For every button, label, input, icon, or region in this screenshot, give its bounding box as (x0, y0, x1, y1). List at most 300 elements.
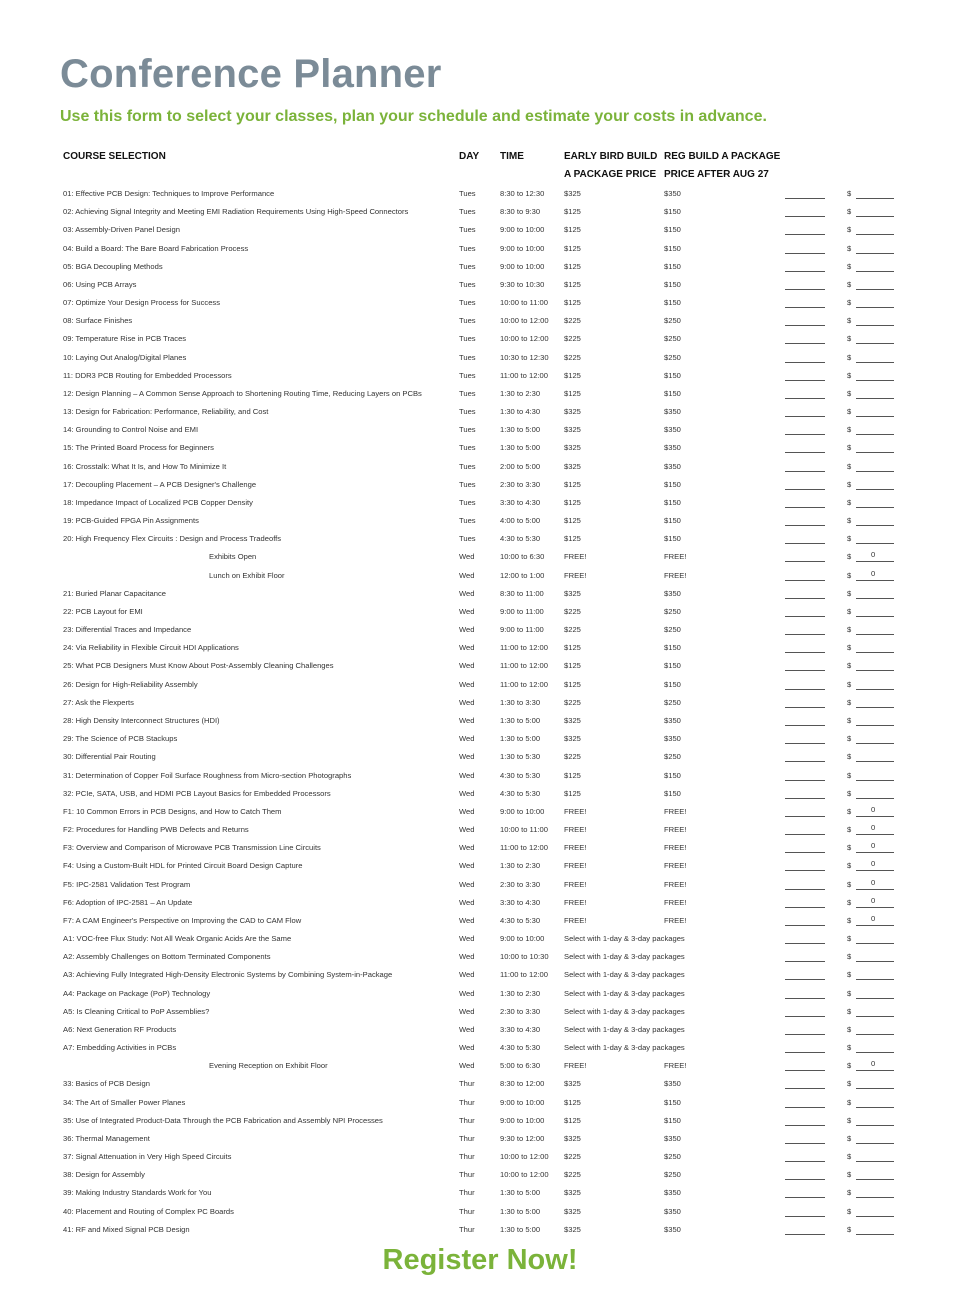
table-row (0, 1039, 960, 1057)
amount-blank[interactable] (856, 380, 894, 381)
amount-blank[interactable] (856, 1234, 894, 1235)
table-row (0, 676, 960, 694)
amount-blank[interactable] (856, 253, 894, 254)
amount-blank[interactable] (856, 398, 894, 399)
header-early-line1: EARLY BIRD BUILD (564, 151, 658, 162)
amount-blank[interactable] (856, 841, 894, 853)
course-day: Tues (459, 352, 476, 362)
amount-blank[interactable] (856, 616, 894, 617)
table-row (0, 1221, 960, 1239)
amount-blank[interactable] (856, 525, 894, 526)
amount-blank[interactable] (856, 1034, 894, 1035)
course-day: Wed (459, 1006, 475, 1016)
course-day: Tues (459, 207, 476, 217)
course-title: 12: Design Planning – A Common Sense Approach to Shortening Routing Time, Reducing Layers on PCBs (63, 388, 422, 398)
course-time: 11:00 to 12:00 (500, 970, 548, 980)
selection-blank[interactable] (785, 253, 825, 254)
dollar-sign: $ (847, 570, 852, 580)
early-bird-price: $325 (564, 1079, 581, 1089)
selection-blank[interactable] (785, 798, 825, 799)
amount-value: 0 (871, 895, 876, 905)
regular-price: $350 (664, 189, 681, 198)
dollar-sign: $ (847, 879, 852, 889)
regular-price: $150 (664, 770, 681, 780)
course-time: 1:30 to 2:30 (500, 988, 541, 998)
table-row (0, 1112, 960, 1130)
early-bird-price: $225 (564, 316, 581, 326)
course-day: Wed (459, 861, 475, 871)
amount-blank[interactable] (856, 289, 894, 290)
course-day: Wed (459, 570, 475, 580)
dollar-sign: $ (847, 243, 852, 253)
early-bird-price: Select with 1-day & 3-day packages (564, 1024, 685, 1034)
selection-blank[interactable] (785, 834, 825, 835)
amount-blank[interactable] (856, 507, 894, 508)
amount-blank[interactable] (856, 216, 894, 217)
course-time: 9:30 to 10:30 (500, 279, 545, 289)
dollar-sign: $ (847, 1006, 852, 1016)
amount-blank[interactable] (856, 913, 894, 926)
course-day: Wed (459, 606, 475, 616)
course-time: 12:00 to 1:00 (500, 570, 545, 580)
course-day: Wed (459, 734, 475, 744)
selection-blank[interactable] (785, 979, 825, 980)
amount-blank[interactable] (856, 804, 894, 817)
early-bird-price: $125 (564, 497, 581, 507)
selection-blank[interactable] (785, 652, 825, 653)
course-day: Wed (459, 843, 475, 853)
course-title: 07: Optimize Your Design Process for Success (63, 298, 221, 308)
regular-price: FREE! (664, 570, 687, 580)
table-row (0, 530, 960, 548)
table-row (0, 712, 960, 730)
dollar-sign: $ (847, 788, 852, 798)
selection-blank[interactable] (785, 852, 825, 853)
course-time: 9:30 to 12:00 (500, 1133, 545, 1143)
amount-blank[interactable] (856, 895, 894, 908)
course-title: 15: The Printed Board Process for Beginners (63, 443, 214, 453)
course-title: 04: Build a Board: The Bare Board Fabrication Process (63, 243, 249, 253)
course-day: Wed (459, 879, 475, 889)
selection-blank[interactable] (785, 761, 825, 762)
amount-blank[interactable] (856, 1179, 894, 1180)
course-day: Wed (459, 1061, 475, 1071)
amount-blank[interactable] (856, 1088, 894, 1089)
selection-blank[interactable] (785, 743, 825, 744)
course-title: 31: Determination of Copper Foil Surface Roughness from Micro-section Photographs (63, 770, 352, 780)
amount-value: 0 (871, 1059, 876, 1069)
table-row (0, 349, 960, 367)
selection-blank[interactable] (785, 689, 825, 690)
amount-blank[interactable] (856, 325, 894, 326)
course-time: 10:00 to 12:00 (500, 1170, 549, 1180)
selection-blank[interactable] (785, 816, 825, 817)
regular-price: $250 (664, 606, 681, 616)
early-bird-price: FREE! (564, 897, 587, 907)
course-time: 8:30 to 11:00 (500, 588, 544, 598)
course-day: Wed (459, 715, 475, 725)
dollar-sign: $ (847, 334, 852, 344)
dollar-sign: $ (847, 534, 852, 544)
dollar-sign: $ (847, 388, 852, 398)
table-row (0, 785, 960, 803)
course-time: 10:00 to 11:00 (500, 298, 548, 308)
course-title: 05: BGA Decoupling Methods (63, 261, 163, 271)
selection-blank[interactable] (785, 380, 825, 381)
dollar-sign: $ (847, 715, 852, 725)
early-bird-price: Select with 1-day & 3-day packages (564, 1006, 685, 1016)
regular-price: $150 (664, 643, 681, 653)
amount-blank[interactable] (856, 859, 894, 871)
regular-price: $250 (664, 625, 681, 635)
course-time: 1:30 to 5:00 (500, 715, 541, 725)
course-time: 9:00 to 10:00 (500, 806, 545, 816)
amount-value: 0 (871, 804, 876, 814)
selection-blank[interactable] (785, 343, 825, 344)
amount-blank[interactable] (856, 1161, 894, 1162)
selection-blank[interactable] (785, 870, 825, 871)
early-bird-price: $225 (564, 352, 581, 362)
amount-blank[interactable] (856, 234, 894, 235)
amount-blank[interactable] (856, 1143, 894, 1144)
amount-blank[interactable] (856, 1052, 894, 1053)
regular-price: $350 (664, 443, 681, 453)
dollar-sign: $ (847, 1224, 852, 1234)
course-day: Tues (459, 334, 476, 344)
course-day: Tues (459, 316, 476, 326)
course-day: Wed (459, 661, 475, 671)
table-row (0, 494, 960, 512)
course-time: 4:30 to 5:30 (500, 534, 541, 544)
amount-blank[interactable] (856, 434, 894, 435)
table-row (0, 912, 960, 930)
course-title: Lunch on Exhibit Floor (209, 570, 285, 580)
selection-blank[interactable] (785, 925, 825, 926)
regular-price: $150 (664, 370, 681, 380)
course-time: 1:30 to 5:00 (500, 1206, 541, 1216)
selection-blank[interactable] (785, 1016, 825, 1017)
early-bird-price: Select with 1-day & 3-day packages (564, 952, 685, 962)
selection-blank[interactable] (785, 1179, 825, 1180)
dollar-sign: $ (847, 952, 852, 962)
amount-blank[interactable] (856, 1059, 894, 1071)
course-day: Tues (459, 225, 476, 235)
amount-blank[interactable] (856, 471, 894, 472)
regular-price: $150 (664, 1115, 681, 1125)
table-row (0, 730, 960, 748)
course-title: 11: DDR3 PCB Routing for Embedded Processors (63, 370, 232, 380)
selection-blank[interactable] (785, 616, 825, 617)
regular-price: FREE! (664, 915, 687, 925)
dollar-sign: $ (847, 934, 852, 944)
amount-blank[interactable] (856, 634, 894, 635)
dollar-sign: $ (847, 407, 852, 417)
selection-blank[interactable] (785, 234, 825, 235)
early-bird-price: Select with 1-day & 3-day packages (564, 1043, 685, 1053)
selection-blank[interactable] (785, 471, 825, 472)
course-time: 4:00 to 5:00 (500, 516, 541, 526)
dollar-sign: $ (847, 734, 852, 744)
amount-blank[interactable] (856, 979, 894, 980)
selection-blank[interactable] (785, 271, 825, 272)
table-row (0, 312, 960, 330)
amount-blank[interactable] (856, 998, 894, 999)
course-day: Wed (459, 915, 475, 925)
amount-blank[interactable] (856, 489, 894, 490)
early-bird-price: $125 (564, 370, 581, 380)
amount-blank[interactable] (856, 707, 894, 708)
amount-blank[interactable] (856, 725, 894, 726)
table-row (0, 1075, 960, 1093)
course-time: 10:00 to 11:00 (500, 825, 548, 835)
selection-blank[interactable] (785, 634, 825, 635)
selection-blank[interactable] (785, 1161, 825, 1162)
page-subtitle: Use this form to select your classes, plan your schedule and estimate your costs in advance. (60, 108, 767, 125)
amount-blank[interactable] (856, 823, 894, 835)
course-title: F3: Overview and Comparison of Microwave PCB Transmission Line Circuits (63, 843, 321, 853)
selection-blank[interactable] (785, 1143, 825, 1144)
amount-blank[interactable] (856, 961, 894, 962)
selection-blank[interactable] (785, 943, 825, 944)
selection-blank[interactable] (785, 1125, 825, 1126)
course-time: 10:00 to 12:00 (500, 1152, 549, 1162)
early-bird-price: $125 (564, 788, 581, 798)
table-row (0, 767, 960, 785)
amount-blank[interactable] (856, 689, 894, 690)
amount-blank[interactable] (856, 1016, 894, 1017)
selection-blank[interactable] (785, 525, 825, 526)
early-bird-price: $225 (564, 1170, 581, 1180)
course-day: Thur (459, 1079, 475, 1089)
table-row (0, 876, 960, 894)
course-day: Wed (459, 825, 475, 835)
regular-price: $250 (664, 752, 681, 762)
amount-blank[interactable] (856, 943, 894, 944)
course-time: 9:00 to 10:00 (500, 243, 545, 253)
dollar-sign: $ (847, 279, 852, 289)
amount-blank[interactable] (856, 271, 894, 272)
course-day: Thur (459, 1133, 475, 1143)
dollar-sign: $ (847, 1061, 852, 1071)
course-day: Wed (459, 1043, 475, 1053)
selection-blank[interactable] (785, 543, 825, 544)
course-time: 5:00 to 6:30 (500, 1061, 541, 1071)
amount-blank[interactable] (856, 780, 894, 781)
amount-blank[interactable] (856, 568, 894, 581)
regular-price: FREE! (664, 1061, 687, 1071)
course-time: 9:00 to 11:00 (500, 625, 544, 635)
course-day: Thur (459, 1206, 475, 1216)
amount-blank[interactable] (856, 598, 894, 599)
course-day: Thur (459, 1115, 475, 1125)
dollar-sign: $ (847, 770, 852, 780)
course-time: 11:00 to 12:00 (500, 370, 548, 380)
course-title: 02: Achieving Signal Integrity and Meeting EMI Radiation Requirements Using High-Speed Connectors (63, 207, 409, 217)
amount-blank[interactable] (856, 743, 894, 744)
amount-blank[interactable] (856, 550, 894, 562)
selection-blank[interactable] (785, 1197, 825, 1198)
selection-blank[interactable] (785, 725, 825, 726)
table-row (0, 1003, 960, 1021)
selection-blank[interactable] (785, 416, 825, 417)
course-title: F6: Adoption of IPC-2581 – An Update (63, 897, 193, 907)
selection-blank[interactable] (785, 1107, 825, 1108)
selection-blank[interactable] (785, 489, 825, 490)
course-time: 9:00 to 10:00 (500, 1115, 545, 1125)
amount-blank[interactable] (856, 1125, 894, 1126)
selection-blank[interactable] (785, 1070, 825, 1071)
selection-blank[interactable] (785, 289, 825, 290)
amount-blank[interactable] (856, 1197, 894, 1198)
early-bird-price: FREE! (564, 879, 587, 889)
selection-blank[interactable] (785, 961, 825, 962)
course-title: 03: Assembly-Driven Panel Design (63, 225, 180, 235)
selection-blank[interactable] (785, 1088, 825, 1089)
course-time: 3:30 to 4:30 (500, 497, 541, 507)
amount-value: 0 (871, 841, 876, 851)
amount-blank[interactable] (856, 543, 894, 544)
selection-blank[interactable] (785, 1234, 825, 1235)
dollar-sign: $ (847, 661, 852, 671)
amount-blank[interactable] (856, 198, 894, 199)
course-title: 36: Thermal Management (63, 1133, 150, 1143)
selection-blank[interactable] (785, 670, 825, 671)
amount-blank[interactable] (856, 362, 894, 363)
dollar-sign: $ (847, 207, 852, 217)
table-row (0, 294, 960, 312)
regular-price: FREE! (664, 897, 687, 907)
course-time: 11:00 to 12:00 (500, 643, 548, 653)
selection-blank[interactable] (785, 307, 825, 308)
dollar-sign: $ (847, 425, 852, 435)
selection-blank[interactable] (785, 780, 825, 781)
dollar-sign: $ (847, 625, 852, 635)
amount-blank[interactable] (856, 343, 894, 344)
course-title: 35: Use of Integrated Product-Data Through the PCB Fabrication and Assembly NPI Processes (63, 1115, 383, 1125)
early-bird-price: $125 (564, 261, 581, 271)
early-bird-price: $325 (564, 734, 581, 744)
table-row (0, 839, 960, 857)
course-day: Tues (459, 534, 476, 544)
course-title: Evening Reception on Exhibit Floor (209, 1061, 328, 1071)
course-table (0, 185, 960, 1239)
regular-price: $350 (664, 1133, 681, 1143)
dollar-sign: $ (847, 261, 852, 271)
amount-blank[interactable] (856, 761, 894, 762)
selection-blank[interactable] (785, 507, 825, 508)
course-time: 2:30 to 3:30 (500, 479, 541, 489)
regular-price: $350 (664, 425, 681, 435)
selection-blank[interactable] (785, 1216, 825, 1217)
table-row (0, 748, 960, 766)
dollar-sign: $ (847, 443, 852, 453)
amount-value: 0 (871, 913, 876, 923)
early-bird-price: $225 (564, 1152, 581, 1162)
register-now-link[interactable]: Register Now! (382, 1244, 578, 1276)
early-bird-price: $125 (564, 661, 581, 671)
dollar-sign: $ (847, 1206, 852, 1216)
regular-price: $250 (664, 334, 681, 344)
amount-blank[interactable] (856, 798, 894, 799)
amount-blank[interactable] (856, 1216, 894, 1217)
course-day: Wed (459, 643, 475, 653)
selection-blank[interactable] (785, 216, 825, 217)
course-time: 3:30 to 4:30 (500, 1024, 541, 1034)
course-time: 1:30 to 4:30 (500, 407, 541, 417)
dollar-sign: $ (847, 825, 852, 835)
selection-blank[interactable] (785, 998, 825, 999)
dollar-sign: $ (847, 679, 852, 689)
course-title: 17: Decoupling Placement – A PCB Designer's Challenge (63, 479, 257, 489)
selection-blank[interactable] (785, 889, 825, 890)
course-time: 1:30 to 5:00 (500, 1224, 541, 1234)
selection-blank[interactable] (785, 598, 825, 599)
header-reg-line2: PRICE AFTER AUG 27 (664, 169, 769, 180)
selection-blank[interactable] (785, 561, 825, 562)
course-time: 1:30 to 5:00 (500, 443, 541, 453)
dollar-sign: $ (847, 697, 852, 707)
amount-blank[interactable] (856, 416, 894, 417)
amount-blank[interactable] (856, 652, 894, 653)
table-row (0, 894, 960, 912)
course-day: Wed (459, 788, 475, 798)
selection-blank[interactable] (785, 452, 825, 453)
early-bird-price: $325 (564, 1206, 581, 1216)
selection-blank[interactable] (785, 907, 825, 908)
selection-blank[interactable] (785, 1034, 825, 1035)
amount-blank[interactable] (856, 452, 894, 453)
early-bird-price: $125 (564, 207, 581, 217)
course-day: Wed (459, 952, 475, 962)
selection-blank[interactable] (785, 362, 825, 363)
selection-blank[interactable] (785, 198, 825, 199)
course-title: F7: A CAM Engineer's Perspective on Improving the CAD to CAM Flow (63, 915, 302, 925)
course-day: Wed (459, 770, 475, 780)
course-time: 8:30 to 12:00 (500, 1079, 545, 1089)
course-title: F1: 10 Common Errors in PCB Designs, and How to Catch Them (63, 806, 282, 816)
table-row (0, 966, 960, 984)
amount-blank[interactable] (856, 307, 894, 308)
dollar-sign: $ (847, 225, 852, 235)
selection-blank[interactable] (785, 398, 825, 399)
course-time: 9:00 to 10:00 (500, 225, 545, 235)
table-row (0, 548, 960, 566)
course-title: 37: Signal Attenuation in Very High Speed Circuits (63, 1152, 232, 1162)
course-title: 30: Differential Pair Routing (63, 752, 156, 762)
amount-blank[interactable] (856, 670, 894, 671)
course-day: Thur (459, 1152, 475, 1162)
course-day: Tues (459, 479, 476, 489)
dollar-sign: $ (847, 370, 852, 380)
course-title: 09: Temperature Rise in PCB Traces (63, 334, 187, 344)
selection-blank[interactable] (785, 707, 825, 708)
course-day: Wed (459, 552, 475, 562)
dollar-sign: $ (847, 643, 852, 653)
selection-blank[interactable] (785, 325, 825, 326)
amount-blank[interactable] (856, 877, 894, 890)
selection-blank[interactable] (785, 1052, 825, 1053)
selection-blank[interactable] (785, 580, 825, 581)
dollar-sign: $ (847, 1097, 852, 1107)
regular-price: $150 (664, 1097, 681, 1107)
course-day: Tues (459, 516, 476, 526)
selection-blank[interactable] (785, 434, 825, 435)
regular-price: $250 (664, 316, 681, 326)
course-title: 14: Grounding to Control Noise and EMI (63, 425, 199, 435)
header-reg-line1: REG BUILD A PACKAGE (664, 151, 781, 162)
course-title: 32: PCIe, SATA, USB, and HDMI PCB Layout Basics for Embedded Processors (63, 788, 331, 798)
amount-blank[interactable] (856, 1107, 894, 1108)
